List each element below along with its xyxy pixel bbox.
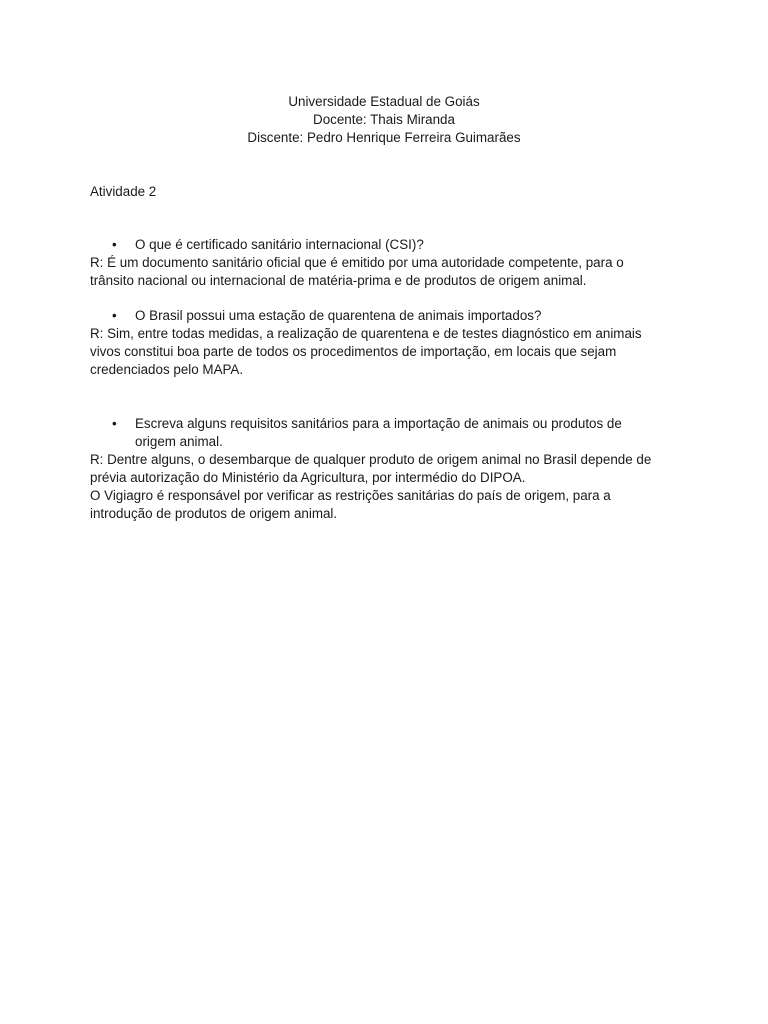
answer-3-line-3: O Vigiagro é responsável por verificar as restrições sanitárias do país de origem, para a bbox=[90, 488, 611, 503]
question-block-3 bbox=[90, 415, 690, 523]
answer-2-line-1: R: Sim, entre todas medidas, a realização de quarentena e de testes diagnóstico em animais bbox=[90, 326, 642, 341]
answer-3-line-4: introdução de produtos de origem animal. bbox=[90, 506, 338, 521]
bullet-icon: • bbox=[112, 416, 117, 431]
bullet-icon: • bbox=[112, 237, 117, 252]
answer-1-line-1: R: É um documento sanitário oficial que é emitido por uma autoridade competente, para o bbox=[90, 255, 624, 270]
answer-2-line-3: credenciados pelo MAPA. bbox=[90, 362, 244, 377]
question-2 bbox=[90, 307, 690, 325]
bullet-icon: • bbox=[112, 308, 117, 323]
question-1-text: O que é certificado sanitário internacional (CSI)? bbox=[135, 237, 424, 252]
document-header bbox=[0, 93, 768, 147]
teacher-name: Docente: Thais Miranda bbox=[313, 112, 455, 127]
answer-3-line-1: R: Dentre alguns, o desembarque de qualquer produto de origem animal no Brasil depende de bbox=[90, 452, 652, 467]
answer-2-line-2: vivos constitui boa parte de todos os procedimentos de importação, em locais que sejam bbox=[90, 344, 617, 359]
question-block-1 bbox=[90, 236, 690, 290]
answer-3-line-2: prévia autorização do Ministério da Agricultura, por intermédio do DIPOA. bbox=[90, 470, 526, 485]
question-block-2 bbox=[90, 307, 690, 379]
answer-2 bbox=[90, 325, 690, 379]
university-name: Universidade Estadual de Goiás bbox=[288, 94, 480, 109]
question-1 bbox=[90, 236, 690, 254]
activity-title: Atividade 2 bbox=[90, 184, 157, 199]
question-3-line-1: Escreva alguns requisitos sanitários para a importação de animais ou produtos de bbox=[135, 416, 622, 431]
question-3-line-2: origem animal. bbox=[135, 434, 223, 449]
student-name: Discente: Pedro Henrique Ferreira Guimarães bbox=[247, 130, 521, 145]
answer-1-line-2: trânsito nacional ou internacional de matéria-prima e de produtos de origem animal. bbox=[90, 273, 587, 288]
question-3 bbox=[90, 415, 690, 451]
question-2-text: O Brasil possui uma estação de quarentena de animais importados? bbox=[135, 308, 542, 323]
answer-3 bbox=[90, 451, 690, 523]
answer-1 bbox=[90, 254, 690, 290]
